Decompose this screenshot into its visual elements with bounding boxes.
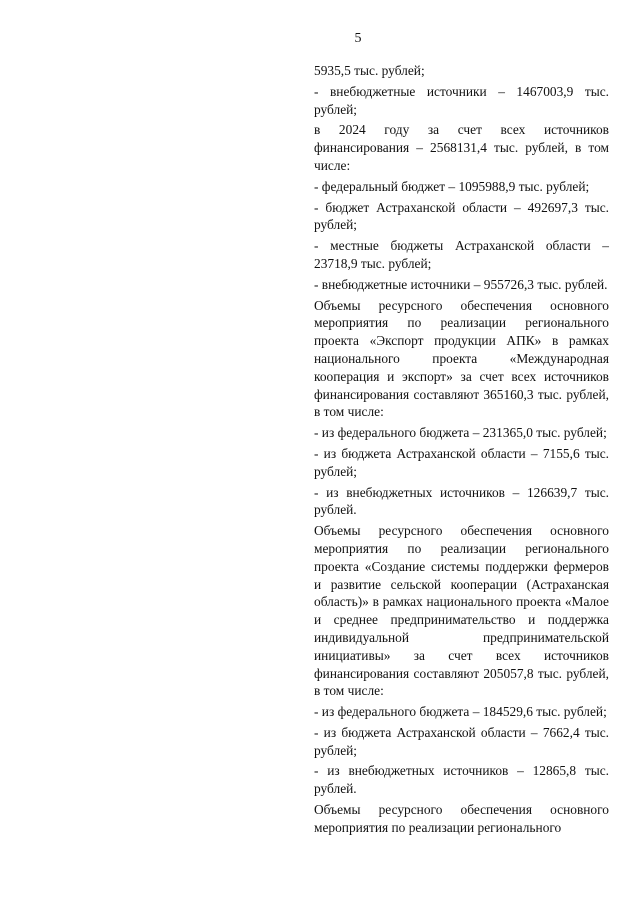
paragraph: - местные бюджеты Астраханской области – 23718,9 тыс. рублей; [314, 238, 609, 271]
paragraph: 5935,5 тыс. рублей; [314, 63, 425, 78]
paragraph: - из бюджета Астраханской области – 7155,6 тыс. рублей; [314, 445, 609, 479]
paragraph: - из бюджета Астраханской области – 7662,4 тыс. рублей; [314, 724, 609, 758]
paragraph: в 2024 году за счет всех источников финансирования – 2568131,4 тыс. рублей, в том числе: [314, 122, 609, 173]
paragraph: - внебюджетные источники – 955726,3 тыс. рублей. [314, 276, 608, 292]
paragraph: - федеральный бюджет – 1095988,9 тыс. рублей; [314, 178, 590, 194]
page-number: 5 [354, 31, 362, 46]
paragraph: - из внебюджетных источников – 126639,7 тыс. рублей. [314, 484, 609, 518]
paragraph: Объемы ресурсного обеспечения основного мероприятия по реализации регионального [314, 802, 609, 835]
text-column [314, 62, 609, 837]
paragraph: - из федерального бюджета – 184529,6 тыс. рублей; [314, 704, 607, 720]
paragraph: - из федерального бюджета – 231365,0 тыс. рублей; [314, 425, 607, 441]
paragraph: - внебюджетные источники – 1467003,9 тыс. рублей; [314, 83, 609, 117]
paragraph: Объемы ресурсного обеспечения основного мероприятия по реализации регионального проекта «Создание системы поддержки фермеров и развитие сельской кооперации (Астраханская область)» в рамках национального проекта «Малое и среднее предпринимательство и поддержка индивидуальной предпринимательской инициативы» за счет всех источников финансирования составляют 205057,8 тыс. рублей, в том числе: [314, 523, 609, 699]
paragraph: Объемы ресурсного обеспечения основного мероприятия по реализации регионального проекта «Экспорт продукции АПК» в рамках национального проекта «Международная кооперация и экспорт» за счет всех источников финансирования составляют 365160,3 тыс. рублей, в том числе: [314, 297, 609, 420]
paragraph: - из внебюджетных источников – 12865,8 тыс. рублей. [314, 763, 609, 797]
paragraph: - бюджет Астраханской области – 492697,3 тыс. рублей; [314, 199, 609, 233]
